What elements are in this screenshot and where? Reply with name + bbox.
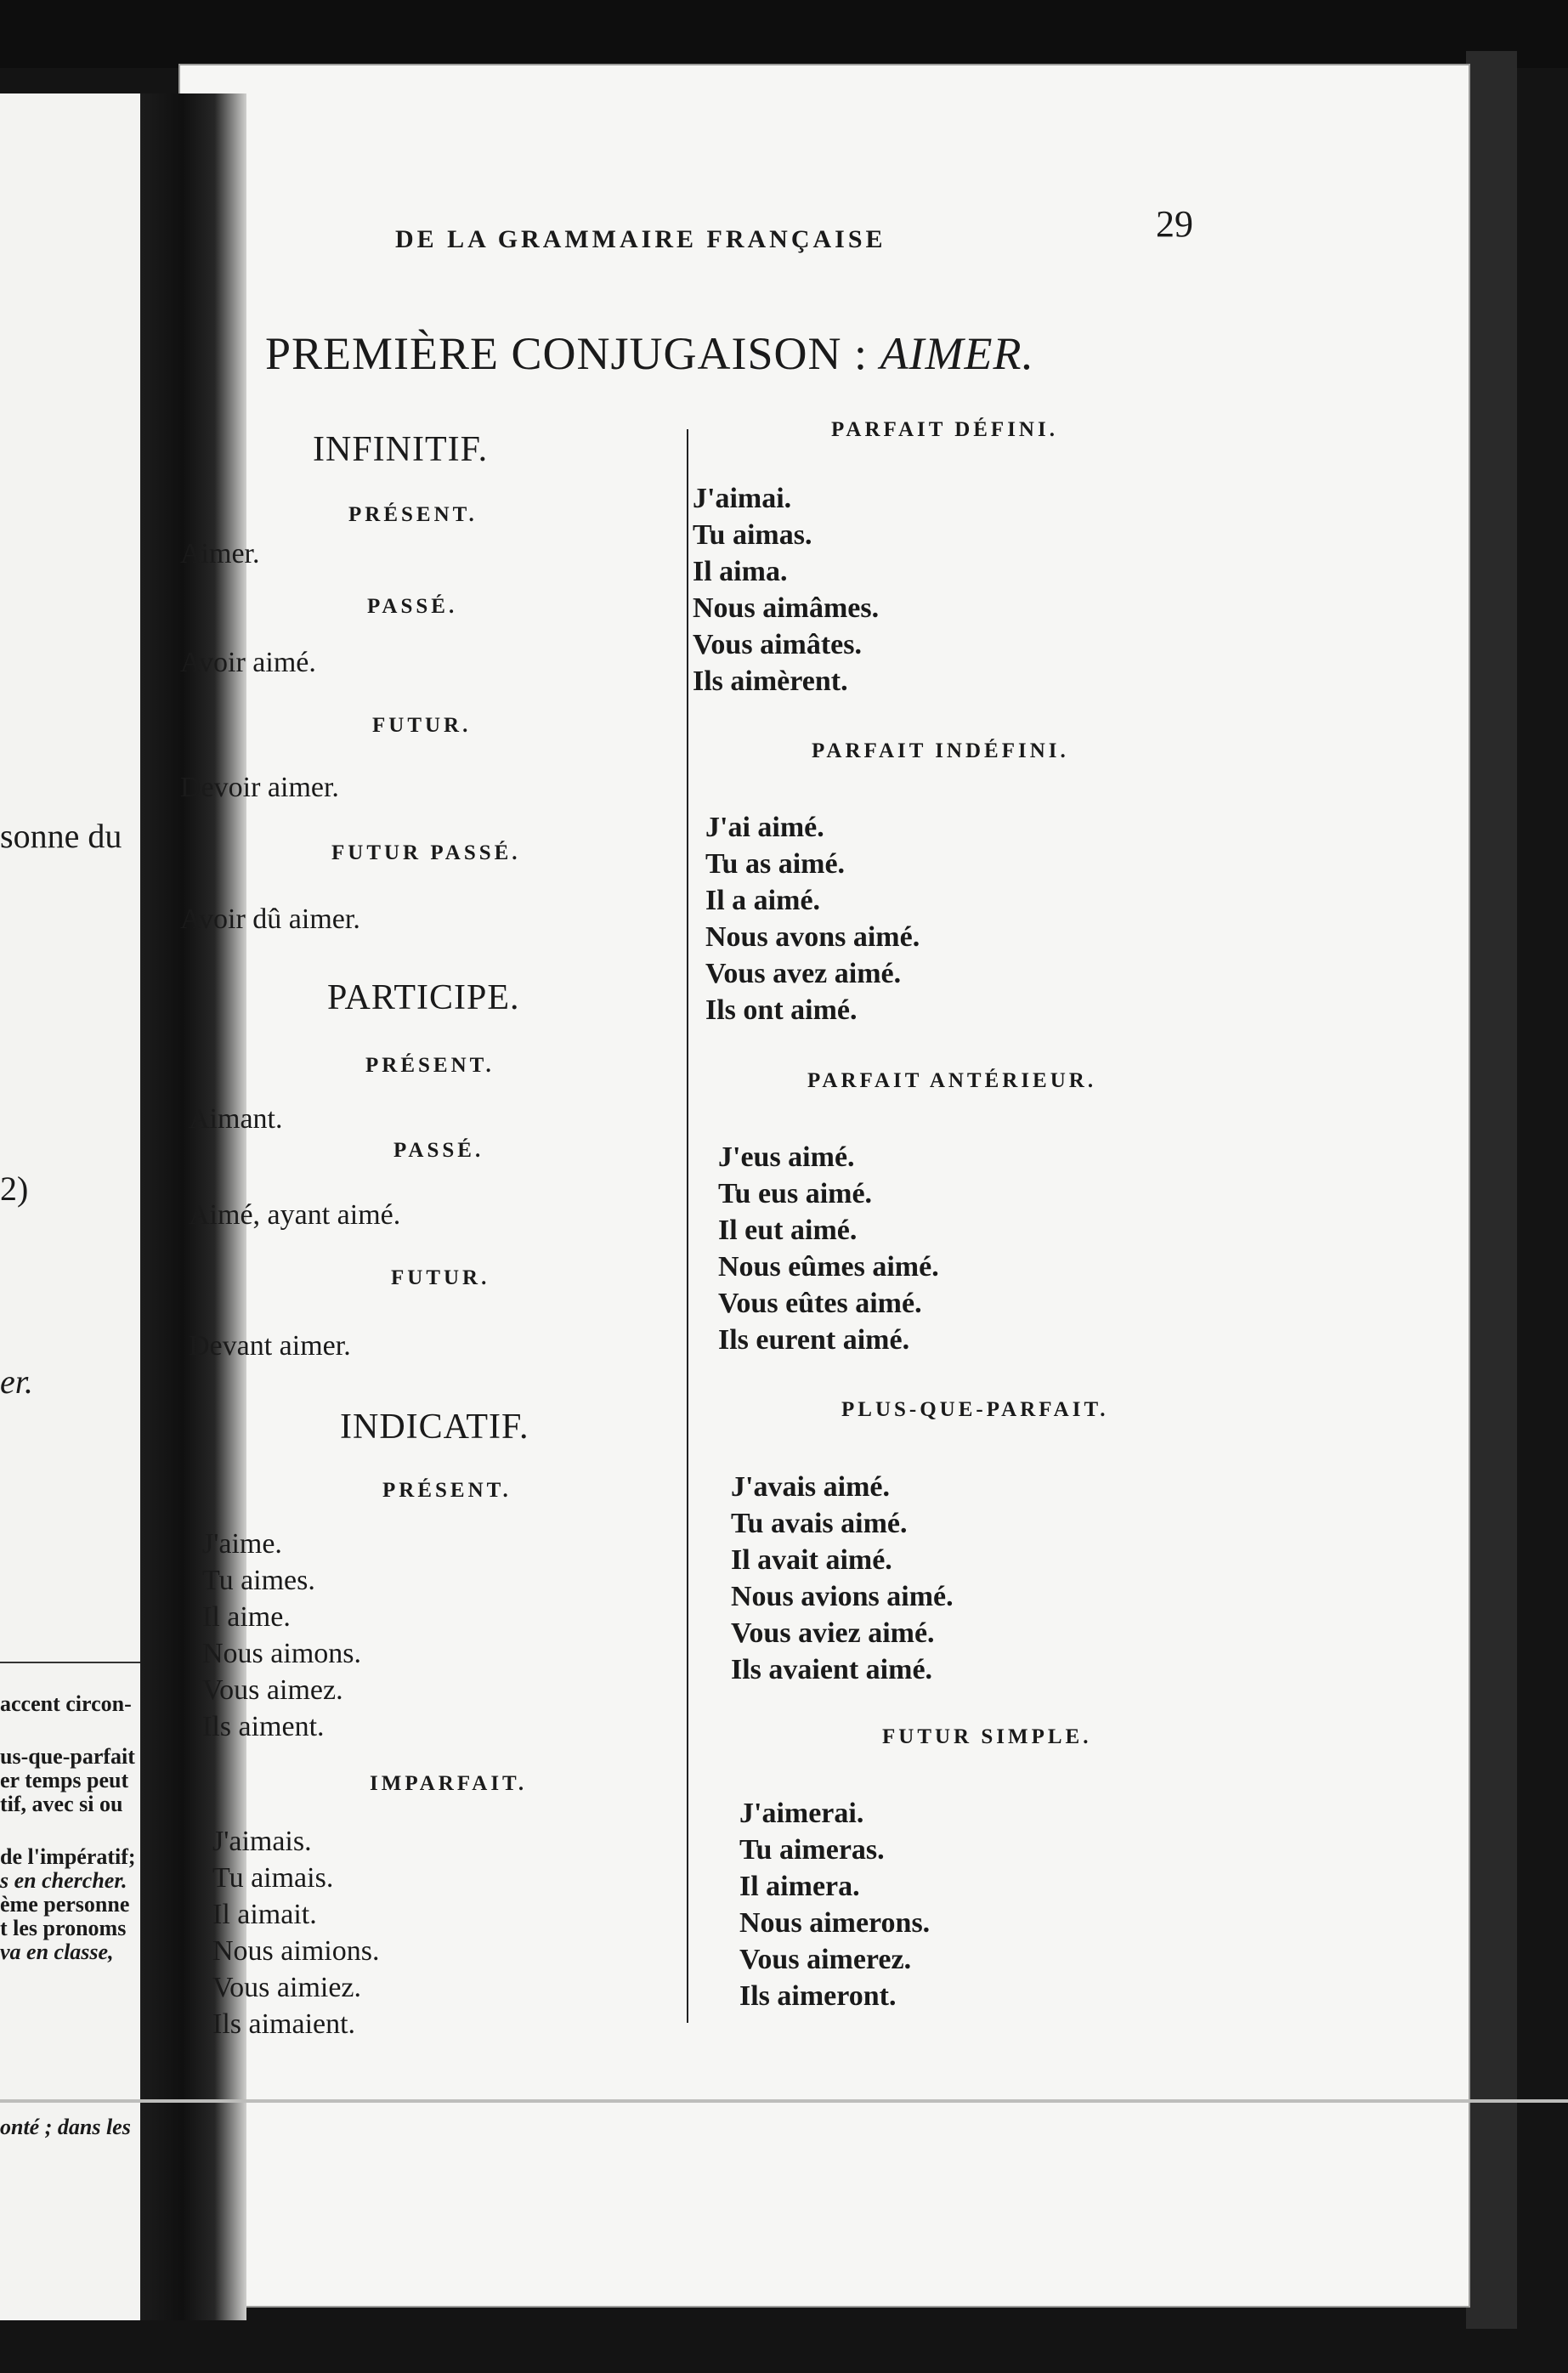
form-participe-passe: Aimé, ayant aimé. — [189, 1199, 401, 1231]
footnote-line: er temps peut — [0, 1768, 129, 1792]
conjugation-form: Vous aimâtes. — [693, 629, 862, 660]
conjugation-form: Tu aimeras. — [739, 1834, 885, 1866]
label-present: PRÉSENT. — [365, 1054, 495, 1077]
footnote-line: tif, avec si ou — [0, 1792, 123, 1816]
label-futur-simple: FUTUR SIMPLE. — [882, 1725, 1092, 1748]
scan-background — [0, 0, 1568, 68]
footnote-line: us-que-parfait — [0, 1744, 135, 1769]
footnote-line: s en chercher. — [0, 1868, 127, 1893]
conjugation-form: Tu avais aimé. — [731, 1508, 908, 1539]
label-parfait-defini: PARFAIT DÉFINI. — [831, 418, 1058, 441]
facing-text-1: sonne du — [0, 817, 122, 855]
conjugation-form: Nous aimâmes. — [693, 592, 880, 624]
plus-que-parfait-forms — [731, 1469, 954, 1688]
footnote-line: de l'impératif; — [0, 1844, 136, 1869]
heading-infinitif: INFINITIF. — [313, 430, 489, 469]
conjugation-form: Nous aimerons. — [739, 1907, 931, 1939]
facing-text-3: er. — [0, 1362, 33, 1401]
indicatif-imparfait-forms — [212, 1823, 379, 2042]
conjugation-form: Vous aimez. — [202, 1674, 343, 1706]
facing-text-2: 2) — [0, 1170, 29, 1208]
title-main: PREMIÈRE CONJUGAISON : — [265, 328, 880, 379]
title-verb: AIMER. — [880, 328, 1034, 379]
page-title — [265, 327, 1034, 380]
label-futur: FUTUR. — [391, 1266, 490, 1289]
conjugation-form: Nous avions aimé. — [731, 1581, 954, 1612]
heading-participe: PARTICIPE. — [327, 978, 520, 1017]
footnote-rule — [0, 1662, 144, 1663]
futur-simple-forms — [739, 1795, 930, 2014]
label-imparfait: IMPARFAIT. — [370, 1772, 528, 1795]
conjugation-form: Vous eûtes aimé. — [718, 1288, 922, 1319]
label-plus-que-parfait: PLUS-QUE-PARFAIT. — [841, 1398, 1109, 1421]
conjugation-form: Nous aimions. — [212, 1935, 380, 1967]
form-participe-futur: Devant aimer. — [189, 1330, 351, 1362]
label-parfait-anterieur: PARFAIT ANTÉRIEUR. — [807, 1069, 1097, 1092]
footnote-line: onté ; dans les — [0, 2115, 131, 2139]
label-futur-passe: FUTUR PASSÉ. — [331, 841, 521, 864]
heading-indicatif: INDICATIF. — [340, 1407, 529, 1447]
conjugation-form: J'ai aimé. — [705, 812, 824, 843]
conjugation-form: Tu as aimé. — [705, 848, 846, 880]
label-present: PRÉSENT. — [382, 1479, 512, 1502]
conjugation-form: J'aime. — [202, 1528, 282, 1560]
conjugation-form: Tu aimas. — [693, 519, 812, 551]
conjugation-form: Il eut aimé. — [718, 1215, 858, 1246]
conjugation-form: Tu eus aimé. — [718, 1178, 873, 1209]
conjugation-form: Ils avaient aimé. — [731, 1654, 933, 1685]
conjugation-form: J'eus aimé. — [718, 1141, 855, 1173]
footnote-line: va en classe, — [0, 1940, 114, 1964]
conjugation-form: Ils ont aimé. — [705, 994, 858, 1026]
footnote-line: ème personne — [0, 1892, 130, 1917]
book-edge — [1466, 51, 1517, 2329]
parfait-anterieur-forms — [718, 1139, 939, 1358]
facing-page — [0, 93, 153, 2320]
conjugation-form: Il aimera. — [739, 1871, 860, 1902]
conjugation-form: Nous eûmes aimé. — [718, 1251, 939, 1283]
column-divider — [687, 429, 688, 2023]
conjugation-form: Il aima. — [693, 556, 788, 587]
conjugation-form: Vous aviez aimé. — [731, 1617, 935, 1649]
conjugation-form: Tu aimes. — [202, 1565, 315, 1596]
form-infinitif-futur-passe: Avoir dû aimer. — [180, 903, 360, 935]
conjugation-form: J'aimais. — [212, 1826, 312, 1857]
label-passe: PASSÉ. — [393, 1139, 484, 1162]
indicatif-present-forms — [202, 1526, 361, 1745]
label-present: PRÉSENT. — [348, 503, 478, 526]
form-participe-present: Aimant. — [189, 1103, 283, 1135]
conjugation-form: Ils aimèrent. — [693, 665, 848, 697]
page-number: 29 — [1156, 203, 1193, 245]
label-passe: PASSÉ. — [367, 595, 458, 618]
conjugation-form: Il a aimé. — [705, 885, 821, 916]
conjugation-form: Il aime. — [202, 1601, 291, 1633]
conjugation-form: Nous aimons. — [202, 1638, 361, 1669]
form-infinitif-passe: Avoir aimé. — [180, 647, 316, 678]
form-infinitif-present: Aimer. — [180, 538, 260, 569]
footnote-line: t les pronoms — [0, 1916, 127, 1940]
conjugation-form: J'avais aimé. — [731, 1471, 890, 1503]
form-infinitif-futur: Devoir aimer. — [180, 772, 339, 803]
conjugation-form: J'aimerai. — [739, 1798, 864, 1829]
label-futur: FUTUR. — [372, 714, 472, 737]
conjugation-form: Tu aimais. — [212, 1862, 334, 1894]
footnote-line: accent circon- — [0, 1691, 132, 1716]
parfait-indefini-forms — [705, 809, 920, 1028]
parfait-defini-forms — [693, 480, 879, 699]
conjugation-form: Nous avons aimé. — [705, 921, 920, 953]
conjugation-form: Ils aiment. — [202, 1711, 325, 1742]
label-parfait-indefini: PARFAIT INDÉFINI. — [812, 739, 1069, 762]
conjugation-form: Il aimait. — [212, 1899, 317, 1930]
conjugation-form: Il avait aimé. — [731, 1544, 892, 1576]
conjugation-form: Vous aimerez. — [739, 1944, 912, 1975]
conjugation-form: J'aimai. — [693, 483, 792, 514]
conjugation-form: Ils aimaient. — [212, 2008, 356, 2040]
conjugation-form: Vous avez aimé. — [705, 958, 902, 989]
conjugation-form: Vous aimiez. — [212, 1972, 362, 2003]
conjugation-form: Ils aimeront. — [739, 1980, 897, 2012]
running-head: DE LA GRAMMAIRE FRANÇAISE — [395, 225, 886, 253]
page-bottom-edge — [0, 2099, 1568, 2103]
conjugation-form: Ils eurent aimé. — [718, 1324, 910, 1356]
